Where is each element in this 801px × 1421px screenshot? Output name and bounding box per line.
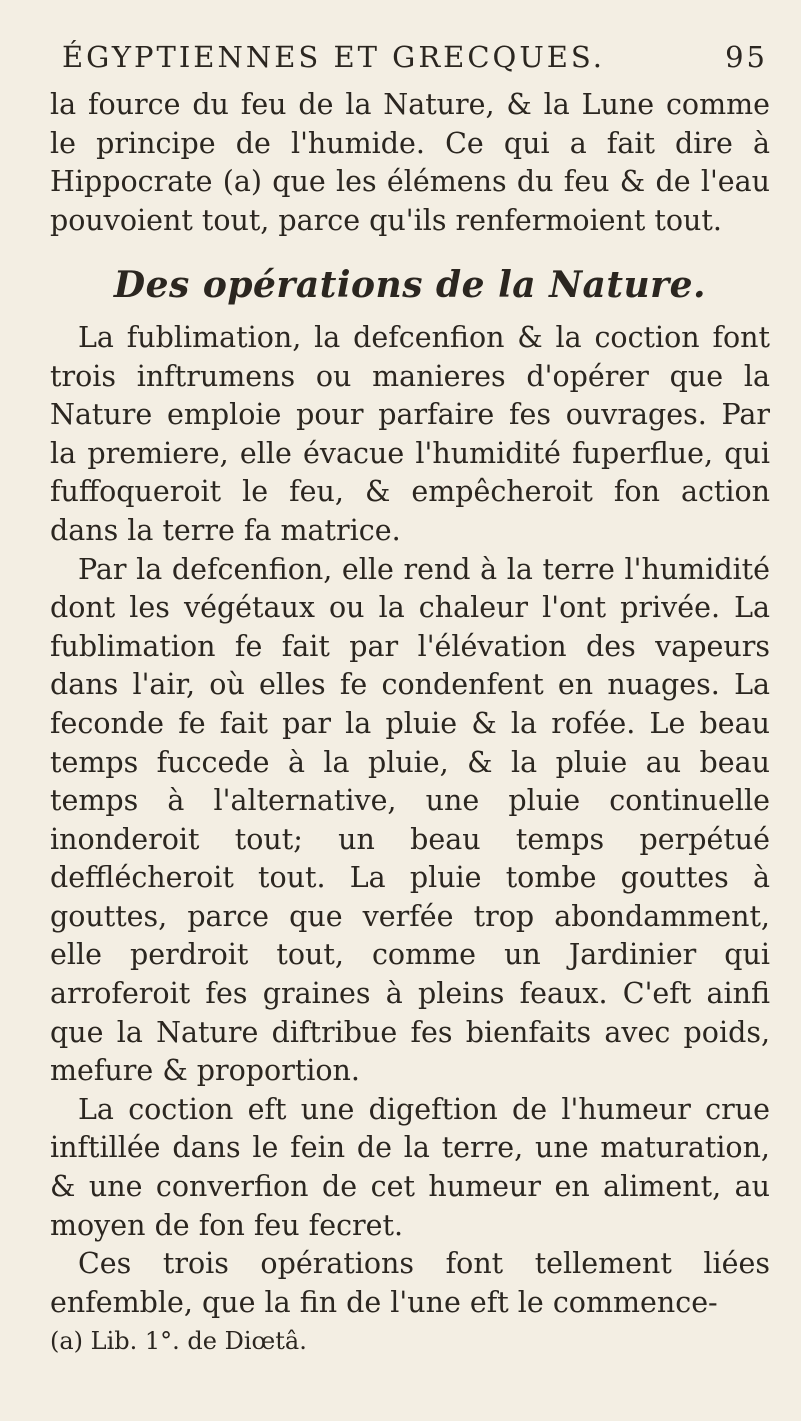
footnote: (a) Lib. 1°. de Diœtâ. — [50, 1327, 307, 1356]
book-page — [50, 34, 770, 1358]
body-text — [50, 86, 770, 1322]
paragraph-3: Par la defcenfion, elle rend à la terre l'humidité dont les végétaux ou la chaleur l'ont privée. La fublimation fe fait par l'élévation des vapeurs dans l'air, où elles fe condenfent en nuages. La feconde fe fait par la pluie & la rofée. Le beau temps fuccede à la pluie, & la pluie au beau temps à l'alternative, une pluie continuelle inonderoit tout; un beau temps perpétué defflécheroit tout. La pluie tombe gouttes à gouttes, parce que verfée trop abondamment, elle perdroit tout, comme un Jardinier qui arroferoit fes graines à pleins feaux. C'eft ainfi que la Nature diftribue fes bienfaits avec poids, mefure & proportion. — [50, 552, 770, 1088]
running-head — [50, 34, 770, 86]
page-number: 95 — [725, 40, 768, 74]
paragraph-2: La fublimation, la defcenfion & la coction font trois inftrumens ou manieres d'opérer que la Nature emploie pour parfaire fes ouvrages. Par la premiere, elle évacue l'humidité fuperflue, qui fuffoqueroit le feu, & empêcheroit fon action dans la terre fa matrice. — [50, 320, 770, 547]
running-head-title: ÉGYPTIENNES ET GRECQUES. — [62, 40, 605, 74]
paragraph-5: Ces trois opérations font tellement liées enfemble, que la fin de l'une eft le commence- — [50, 1247, 770, 1319]
paragraph-1: la fource du feu de la Nature, & la Lune comme le principe de l'humide. Ce qui a fait dire à Hippocrate (a) que les élémens du feu & de l'eau pouvoient tout, parce qu'ils renfermoient tout. — [50, 88, 770, 237]
paragraph-4: La coction eft une digeftion de l'humeur crue inftillée dans le fein de la terre, une maturation, & une converfion de cet humeur en aliment, au moyen de fon feu fecret. — [50, 1092, 770, 1242]
section-heading: Des opérations de la Nature. — [113, 264, 707, 307]
